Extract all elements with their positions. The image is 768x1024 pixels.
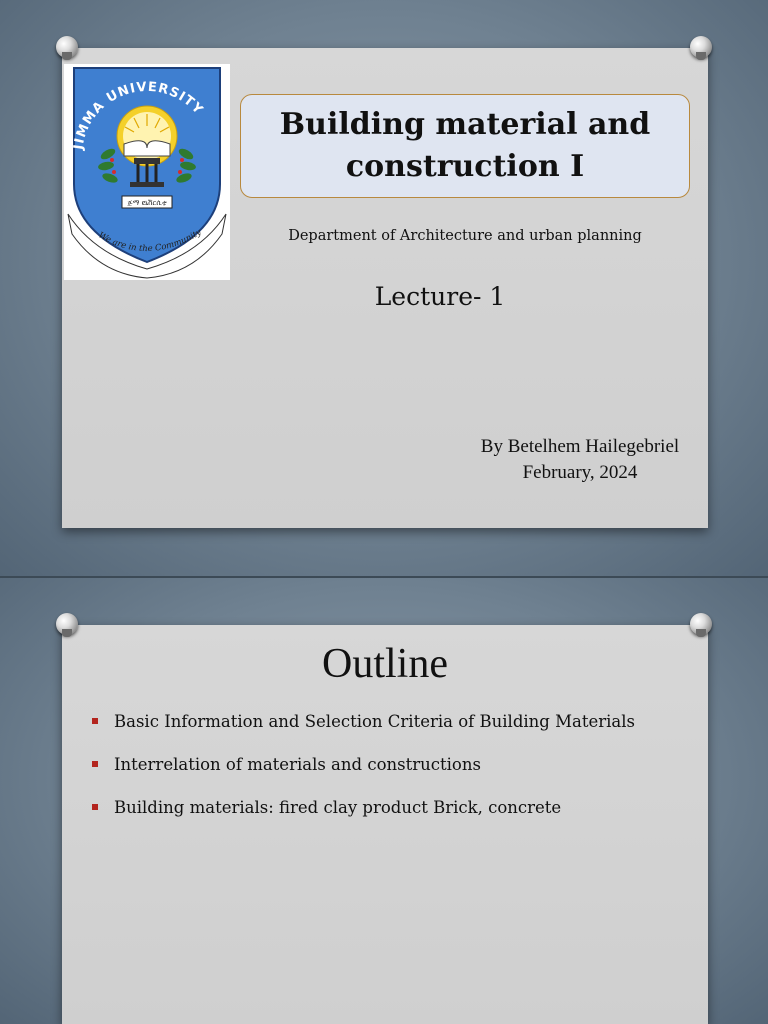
list-item-text: Building materials: fired clay product Brick, concrete: [114, 798, 562, 817]
university-logo: [64, 64, 230, 280]
lecture-number: Lecture- 1: [374, 282, 506, 311]
logo-banner-text: ጅማ ዩኒቨርሲቲ: [127, 199, 167, 207]
bullet-icon: [92, 804, 98, 810]
list-item-text: Interrelation of materials and constructions: [114, 755, 481, 774]
presentation-date: February, 2024: [522, 462, 638, 483]
list-item-text: Basic Information and Selection Criteria of Building Materials: [114, 712, 635, 731]
logo-motto: We are in the Community: [96, 227, 204, 255]
pushpin-icon: [690, 36, 712, 58]
jimma-university-seal-icon: [64, 64, 230, 280]
pushpin-icon: [690, 613, 712, 635]
bullet-icon: [92, 761, 98, 767]
department-text: Department of Architecture and urban planning: [288, 228, 642, 244]
pushpin-icon: [56, 613, 78, 635]
list-item: [90, 751, 700, 794]
outline-list: [90, 708, 700, 837]
title-box: [240, 94, 690, 198]
list-item: [90, 794, 700, 837]
author-block: [430, 434, 730, 486]
slide-title: Building material and construction I: [279, 107, 651, 184]
pushpin-icon: [56, 36, 78, 58]
author-name: By Betelhem Hailegebriel: [480, 436, 680, 457]
list-item: [90, 708, 700, 751]
outline-title: Outline: [322, 641, 448, 687]
logo-ring-text: JIMMA UNIVERSITY: [71, 79, 206, 151]
bullet-icon: [92, 718, 98, 724]
